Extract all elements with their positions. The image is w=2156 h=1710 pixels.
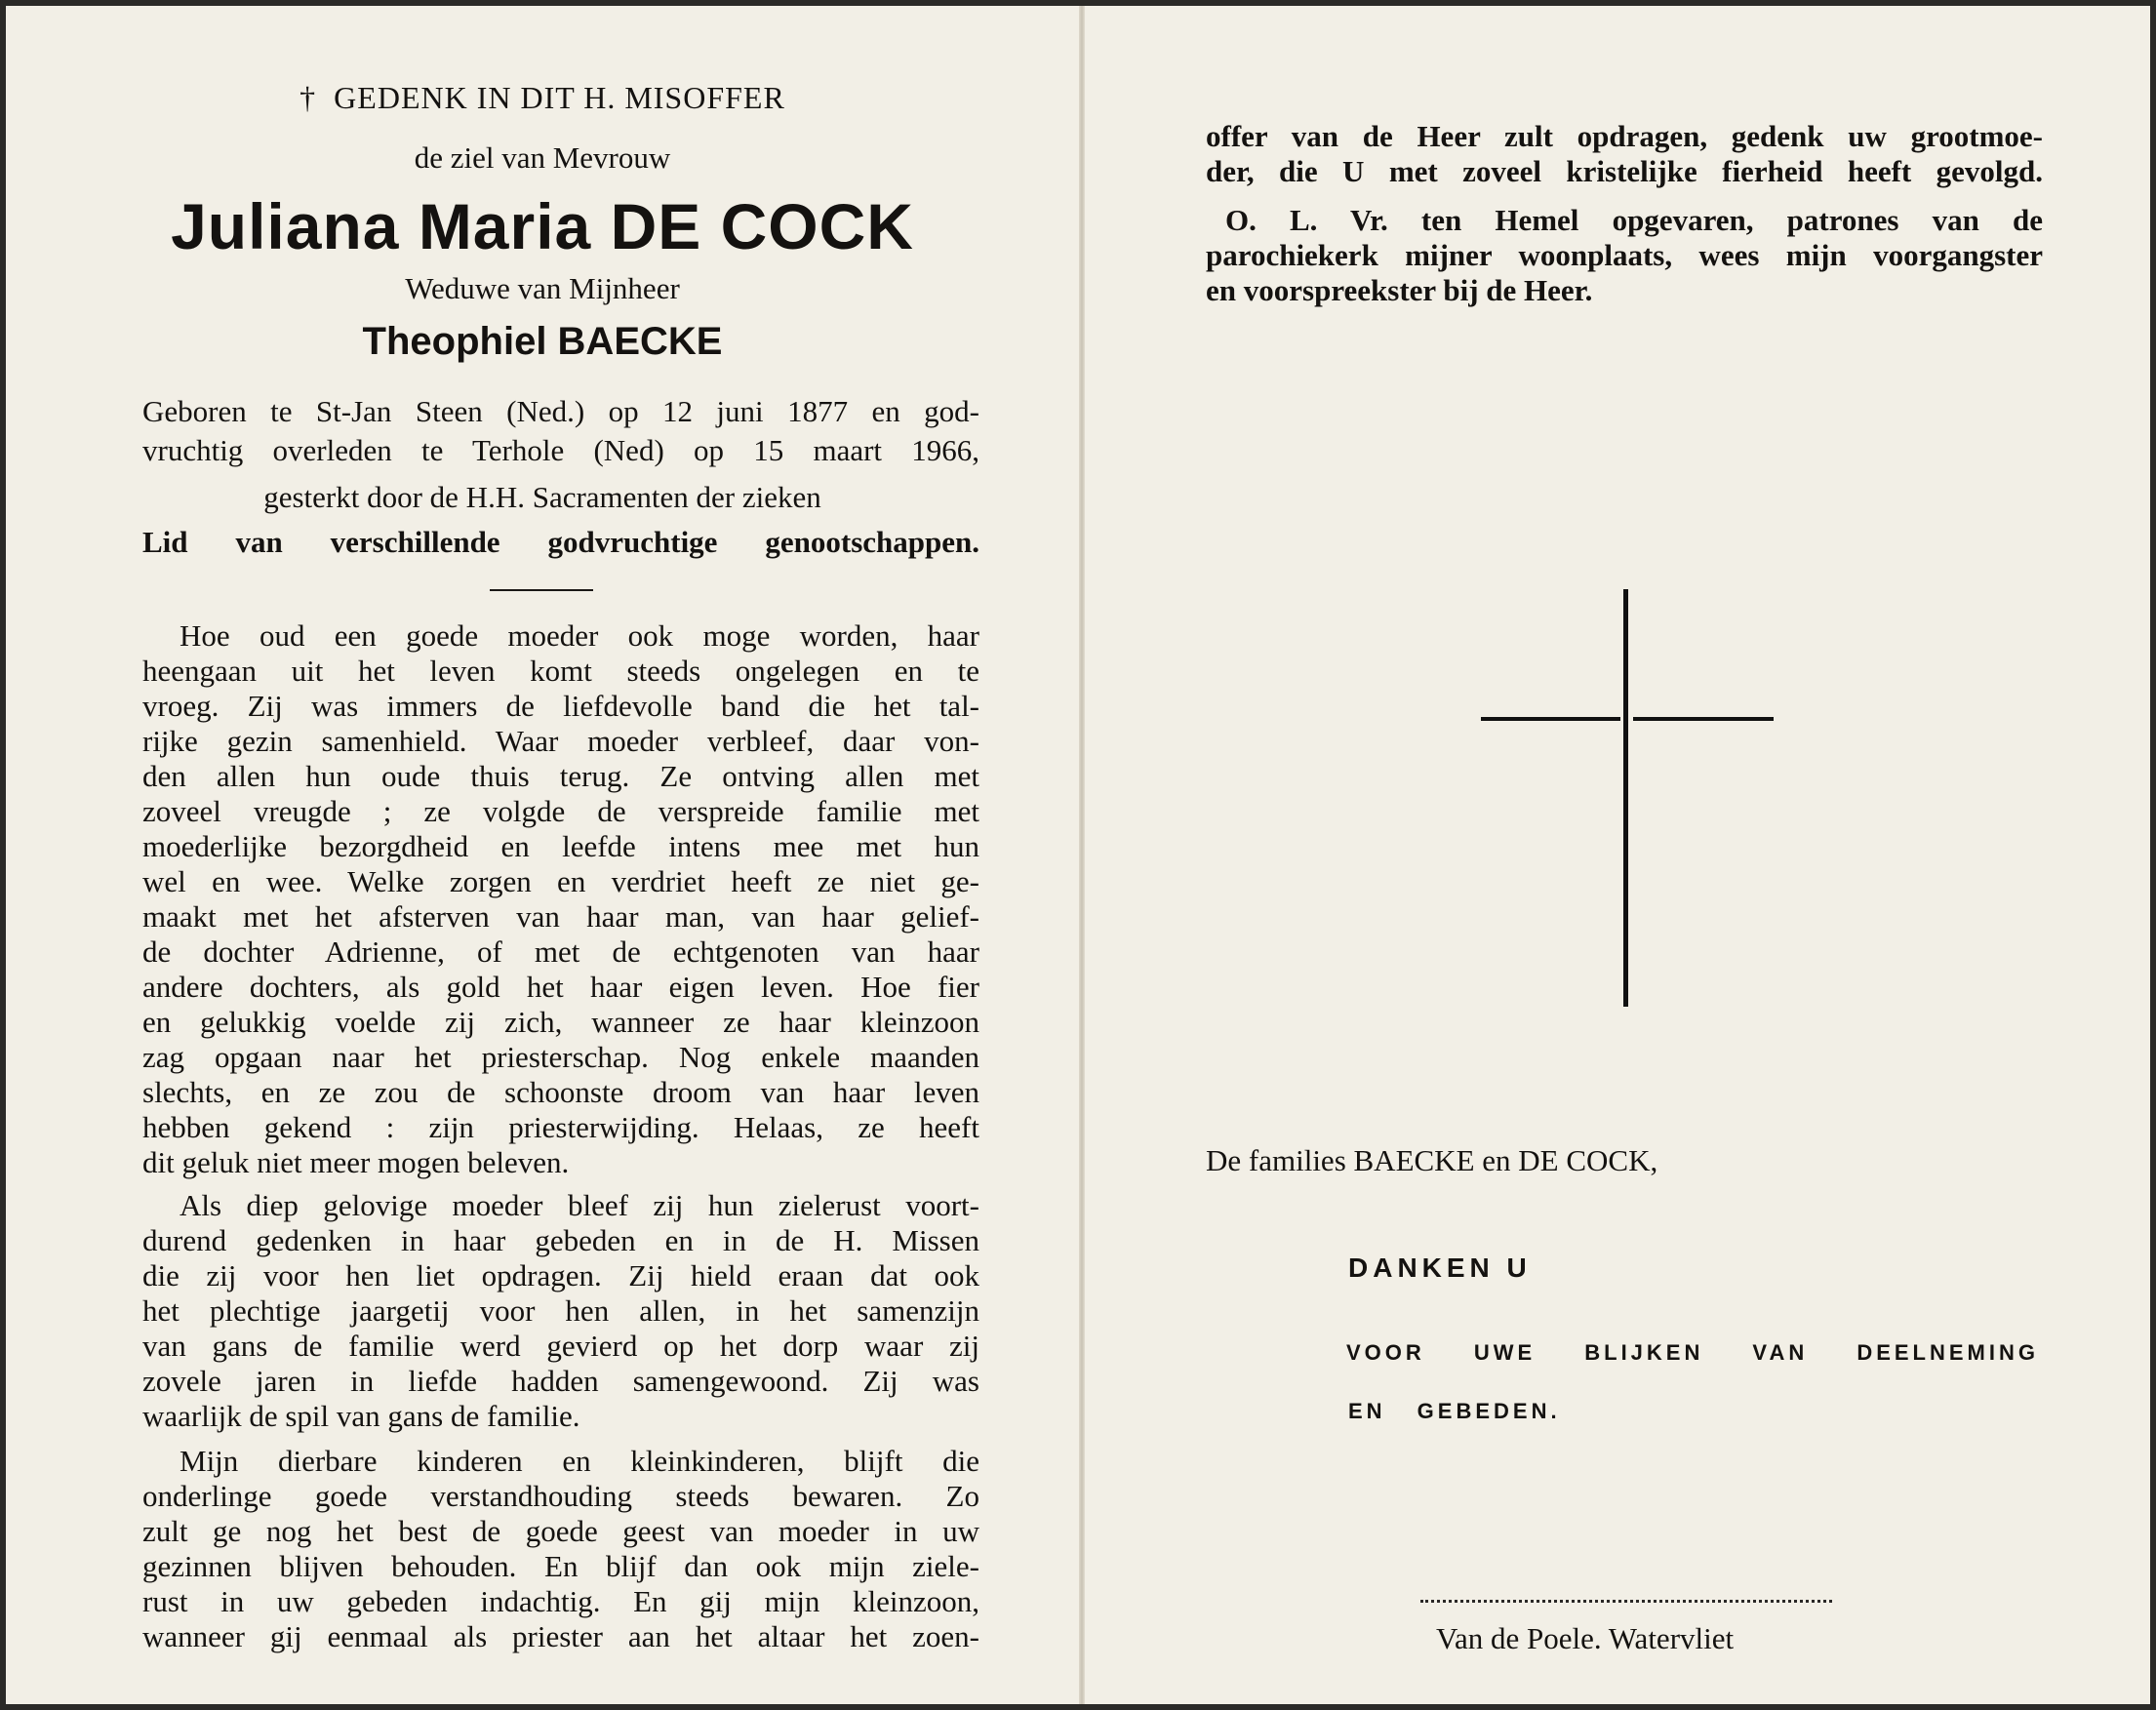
text-line: O. L. Vr. ten Hemel opgevaren, patrones van de [1225, 203, 2043, 237]
paragraph-2 [142, 1188, 979, 1434]
cross-arm-left [1481, 717, 1620, 721]
sacraments-line: gesterkt door de H.H. Sacramenten der zieken [263, 480, 821, 514]
widow-of-line: Weduwe van Mijnheer [405, 271, 680, 305]
text-line: en voorspreekster bij de Heer. [1206, 273, 1593, 307]
printer-line: Van de Poele. Watervliet [1436, 1621, 1735, 1655]
text-line: rust in uw gebeden indachtig. En gij mijn kleinzoon, [142, 1584, 979, 1618]
text-line: gezinnen blijven behouden. En blijf dan ook mijn ziele- [142, 1549, 979, 1583]
birth-line: vruchtig overleden te Terhole (Ned) op 15 maart 1966, [142, 433, 979, 467]
text-line: rijke gezin samenhield. Waar moeder verbleef, daar von- [142, 724, 979, 758]
text-line: dit geluk niet meer mogen beleven. [142, 1145, 570, 1179]
text-line: andere dochters, als gold het haar eigen leven. Hoe fier [142, 970, 979, 1004]
paragraph-1 [142, 618, 979, 1180]
cross-glyph-icon: † [299, 80, 317, 115]
cross-vertical [1623, 589, 1628, 1007]
thanks-heading: DANKEN U [1348, 1253, 1532, 1283]
text-line: slechts, en ze zou de schoonste droom van haar leven [142, 1075, 979, 1109]
thanks-line-2: EN GEBEDEN. [1348, 1399, 1561, 1423]
text-line: offer van de Heer zult opdragen, gedenk uw grootmoe- [1206, 119, 2043, 153]
birth-block [142, 392, 979, 470]
text-line: parochiekerk mijner woonplaats, wees mijn voorgangster [1206, 238, 2043, 272]
spouse-name: Theophiel BAECKE [362, 320, 723, 363]
memorial-card [6, 6, 2150, 1704]
dotted-separator [1420, 1600, 1832, 1603]
text-line: van gans de familie werd gevierd op het dorp waar zij [142, 1329, 979, 1363]
right-panel [1085, 6, 2150, 1704]
text-line: Hoe oud een goede moeder ook moge worden, haar [180, 618, 979, 653]
text-line: zult ge nog het best de goede geest van moeder in uw [142, 1514, 979, 1548]
text-line: zoveel vreugde ; ze volgde de verspreide familie met [142, 794, 979, 828]
families-line: De families BAECKE en DE COCK, [1206, 1143, 1658, 1177]
birth-line: Geboren te St-Jan Steen (Ned.) op 12 juni 1877 en god- [142, 394, 979, 428]
text-line: de dochter Adrienne, of met de echtgenoten van haar [142, 935, 979, 969]
text-line: zag opgaan naar het priesterschap. Nog enkele maanden [142, 1040, 979, 1074]
text-line: zovele jaren in liefde hadden samengewoond. Zij was [142, 1364, 979, 1398]
text-line: durend gedenken in haar gebeden en in de H. Missen [142, 1223, 979, 1257]
text-line: en gelukkig voelde zij zich, wanneer ze haar kleinzoon [142, 1005, 979, 1039]
heading: GEDENK IN DIT H. MISOFFER [334, 80, 785, 115]
text-line: het plechtige jaargetij voor hen allen, in het samenzijn [142, 1293, 979, 1328]
text-line: onderlinge goede verstandhouding steeds bewaren. Zo [142, 1479, 979, 1513]
cross-arm-right [1633, 717, 1774, 721]
divider-line [490, 589, 593, 591]
right-paragraph-2 [1206, 203, 2043, 308]
text-line: wanneer gij eenmaal als priester aan het altaar het zoen- [142, 1619, 979, 1653]
paragraph-3 [142, 1444, 979, 1654]
soul-of-line: de ziel van Mevrouw [414, 140, 671, 175]
text-line: moederlijke bezorgdheid en leefde intens mee met hun [142, 829, 979, 863]
text-line: wel en wee. Welke zorgen en verdriet heeft ze niet ge- [142, 864, 979, 898]
heading-line [6, 80, 1079, 116]
text-line: maakt met het afsterven van haar man, van haar gelief- [142, 899, 979, 934]
member-line: Lid van verschillende godvruchtige genootschappen. [142, 525, 979, 559]
text-line: den allen hun oude thuis terug. Ze ontving allen met [142, 759, 979, 793]
left-panel [6, 6, 1079, 1704]
text-line: vroeg. Zij was immers de liefdevolle band die het tal- [142, 689, 979, 723]
text-line: hebben gekend : zijn priesterwijding. Helaas, ze heeft [142, 1110, 979, 1144]
text-line: Mijn dierbare kinderen en kleinkinderen, blijft die [180, 1444, 979, 1478]
right-paragraph-1 [1206, 119, 2043, 189]
text-line: Als diep gelovige moeder bleef zij hun zielerust voort- [180, 1188, 979, 1222]
text-line: der, die U met zoveel kristelijke fierheid heeft gevolgd. [1206, 154, 2043, 188]
text-line: waarlijk de spil van gans de familie. [142, 1399, 580, 1433]
deceased-name: Juliana Maria DE COCK [171, 190, 914, 262]
thanks-line-1: VOOR UWE BLIJKEN VAN DEELNEMING [1346, 1340, 2039, 1365]
text-line: die zij voor hen liet opdragen. Zij hield eraan dat ook [142, 1258, 979, 1292]
text-line: heengaan uit het leven komt steeds ongelegen en te [142, 654, 979, 688]
